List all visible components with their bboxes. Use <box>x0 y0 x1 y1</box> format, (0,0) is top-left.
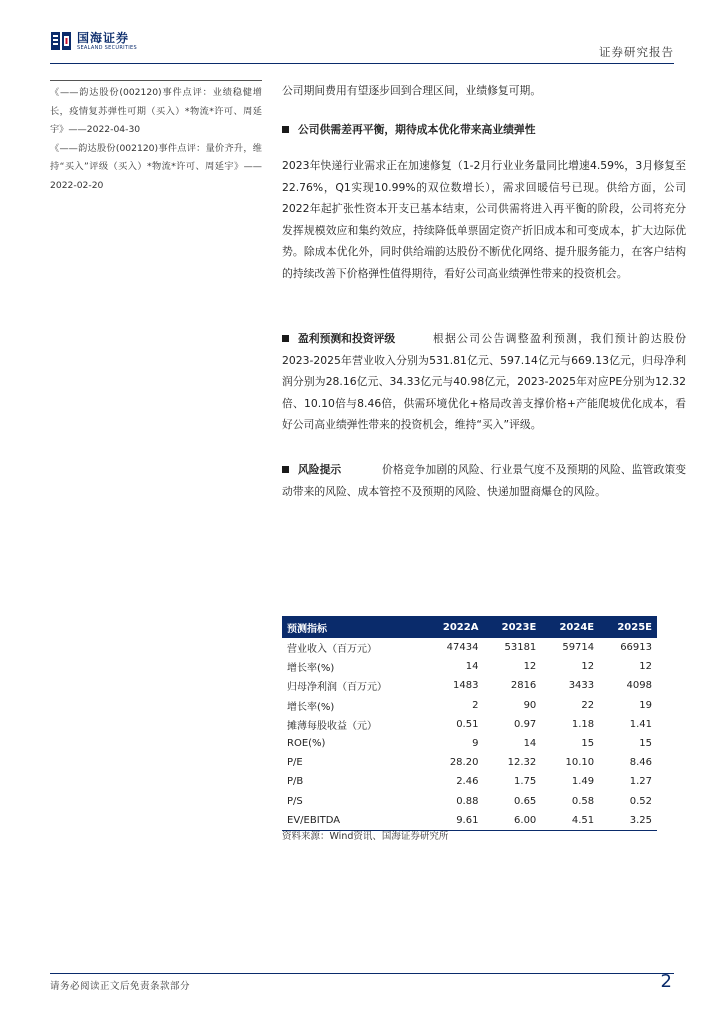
footer-divider <box>50 973 674 974</box>
table-cell: 1.27 <box>629 776 652 788</box>
table-cell: 4098 <box>626 680 652 692</box>
table-header-cell: 预测指标 <box>282 616 424 638</box>
table-cell: 2.46 <box>456 776 479 788</box>
table-cell: 1.75 <box>514 776 537 788</box>
table-cell: 0.97 <box>514 718 537 730</box>
table-header-cell: 2023E <box>483 616 541 638</box>
table-row <box>282 792 657 811</box>
section-supply-demand-body: 2023年快递行业需求正在加速修复（1-2月行业业务量同比增速4.59%，3月修复至22.76%，Q1实现10.99%的双位数增长），需求回暖信号已现。供给方面，公司2022年起扩张性资本开支已基本结束，公司供需将进入再平衡的阶段，公司将充分发挥规模效应和集约效应，持续降低单票固定资产折旧成本和可变成本，扩大边际优势。除成本优化外，同时供给端韵达股份不断优化网络、提升服务能力，在客户结构的持续改善下价格弹性值得期待，看好公司高业绩弹性带来的投资机会。 <box>282 159 686 280</box>
table-cell: 3433 <box>568 680 595 692</box>
table-row <box>282 734 657 753</box>
table-row <box>282 753 657 772</box>
table-cell: 2816 <box>510 680 537 692</box>
table-row <box>282 676 657 695</box>
header-divider <box>50 63 674 64</box>
table-cell: 0.65 <box>514 795 537 807</box>
table-row-label: ROE(%) <box>287 738 326 750</box>
table-row-label: 摊薄每股收益（元） <box>287 720 377 732</box>
related-reports-sidebar <box>50 80 262 195</box>
table-cell: 59714 <box>562 642 595 654</box>
table-row <box>282 696 657 715</box>
table-header-cell: 2025E <box>599 616 657 638</box>
table-cell: 0.51 <box>456 718 479 730</box>
table-row-label: 归母净利润（百万元） <box>287 682 387 694</box>
table-cell: 1.18 <box>571 718 595 730</box>
table-cell: 9.61 <box>424 811 483 831</box>
table-cell: 28.20 <box>449 757 479 769</box>
section-heading: 公司供需差再平衡，期待成本优化带来高业绩弹性 <box>298 123 536 136</box>
section-supply-demand <box>282 119 686 141</box>
table-row <box>282 715 657 734</box>
table-cell: 12 <box>639 661 652 673</box>
sealand-logo-icon <box>50 30 72 52</box>
table-cell: 12 <box>581 661 595 673</box>
section-forecast-body <box>282 328 686 436</box>
table-header-cell: 2022A <box>424 616 483 638</box>
risk-text: 价格竞争加剧的风险、行业景气度不及预期的风险、监管政策变动带来的风险、成本管控不及预期的风险、快递加盟商爆仓的风险。 <box>282 463 686 498</box>
logo-en-text: SEALAND SECURITIES <box>77 44 137 51</box>
table-cell: 12 <box>523 661 537 673</box>
table-cell: 6.00 <box>483 811 541 831</box>
table-row-label: 增长率(%) <box>287 701 335 713</box>
table-cell: 14 <box>523 738 537 750</box>
table-cell: 15 <box>581 738 595 750</box>
table-cell: 22 <box>581 699 595 711</box>
intro-paragraph: 公司期间费用有望逐步回到合理区间，业绩修复可期。 <box>282 84 542 97</box>
table-cell: 66913 <box>620 642 652 654</box>
table-cell: 3.25 <box>599 811 657 831</box>
table-source-note: 资料来源：Wind资讯、国海证券研究所 <box>282 831 449 842</box>
company-logo <box>50 30 137 52</box>
section-heading: 风险提示 <box>298 463 342 476</box>
sidebar-divider <box>50 80 262 81</box>
related-report-entry[interactable]: 《——韵达股份(002120)事件点评：业绩稳健增长，疫情复苏弹性可期（买入）*物流*许可、周延宇》——2022-04-30 <box>50 87 262 135</box>
table-row-label: P/E <box>287 757 303 769</box>
logo-cn-text: 国海证券 <box>77 30 130 45</box>
table-cell: 1.49 <box>571 776 595 788</box>
forecast-text: 根据公司公告调整盈利预测，我们预计韵达股份2023-2025年营业收入分别为531.81亿元、597.14亿元与669.13亿元，归母净利润分别为28.16亿元、34.33亿元与40.98亿元，2023-2025年对应PE分别为12.32倍、10.10倍与8.46倍，供需环境优化+格局改善支撑价格+产能爬坡优化成本，看好公司高业绩弹性带来的投资机会，维持“买入”评级。 <box>282 332 686 431</box>
table-cell: 0.58 <box>571 795 595 807</box>
table-cell: 12.32 <box>507 757 537 769</box>
related-report-entry[interactable]: 《——韵达股份(002120)事件点评：量价齐升，维持“买入”评级（买入）*物流*许可、周延宇》——2022-02-20 <box>50 142 262 191</box>
page-number: 2 <box>660 971 672 992</box>
table-row-label: 增长率(%) <box>287 663 335 675</box>
table-cell: 14 <box>465 661 479 673</box>
table-row-label: 营业收入（百万元） <box>287 644 377 656</box>
report-type-label: 证券研究报告 <box>599 45 674 59</box>
table-row-label: EV/EBITDA <box>282 811 424 831</box>
table-row <box>282 638 657 657</box>
bullet-icon <box>282 126 289 133</box>
table-cell: 53181 <box>504 642 537 654</box>
forecast-table <box>282 616 657 831</box>
table-row-label: P/B <box>287 776 304 788</box>
table-cell: 0.88 <box>456 795 479 807</box>
table-cell: 0.52 <box>629 795 652 807</box>
table-cell: 9 <box>472 738 479 750</box>
table-header-row <box>282 616 657 638</box>
table-cell: 1483 <box>453 680 479 692</box>
table-cell: 10.10 <box>565 757 595 769</box>
table-row-label: P/S <box>287 795 303 807</box>
table-cell: 4.51 <box>541 811 599 831</box>
footer-disclaimer[interactable]: 请务必阅读正文后免责条款部分 <box>50 981 191 992</box>
table-cell: 90 <box>523 699 537 711</box>
table-cell: 47434 <box>446 642 479 654</box>
table-cell: 8.46 <box>629 757 652 769</box>
table-cell: 2 <box>472 699 479 711</box>
table-cell: 1.41 <box>629 718 652 730</box>
table-cell: 15 <box>639 738 652 750</box>
section-heading: 盈利预测和投资评级 <box>298 332 396 345</box>
table-cell: 19 <box>639 699 652 711</box>
table-row <box>282 657 657 676</box>
section-risk-body <box>282 459 686 502</box>
table-header-cell: 2024E <box>541 616 599 638</box>
table-row <box>282 772 657 791</box>
